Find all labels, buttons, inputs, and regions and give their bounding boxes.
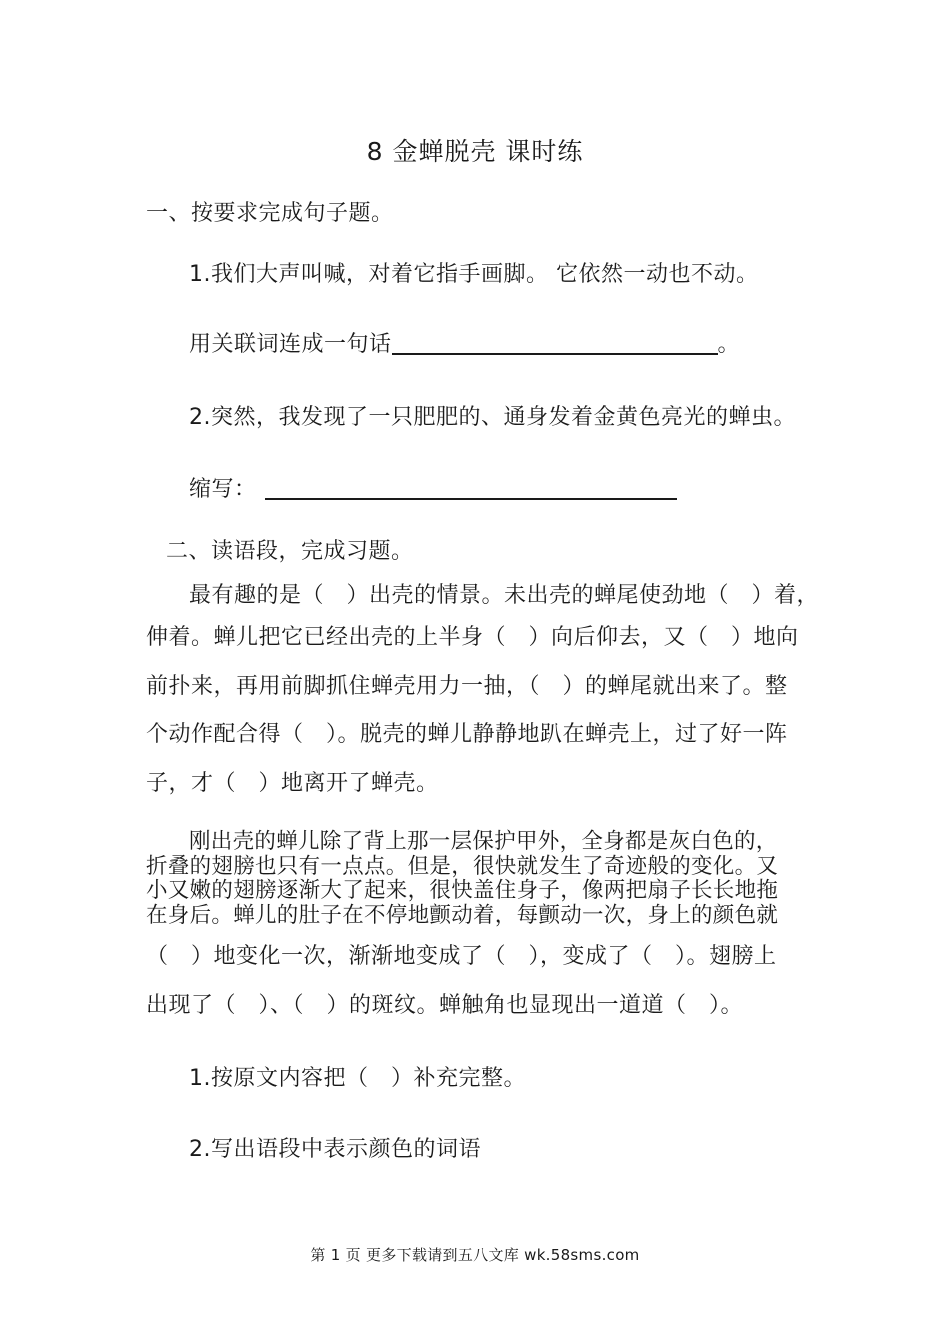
section1-heading: 一、按要求完成句子题。 [146,201,394,226]
paragraph2-line: 在身后。蝉儿的肚子在不停地颤动着，每颤动一次，身上的颜色就 [146,903,779,928]
paragraph2-line: 小又嫩的翅膀逐渐大了起来，很快盖住身子，像两把扇子长长地拖 [146,878,779,903]
question-2-2: 2.写出语段中表示颜色的词语 [189,1137,481,1162]
question-2-1: 1.按原文内容把（ ）补充完整。 [189,1066,526,1091]
paragraph1-line: 个动作配合得（ ）。脱壳的蝉儿静静地趴在蝉壳上，过了好一阵 [146,722,788,747]
question-1-2-answer-line [189,472,677,503]
paragraph2-line: 出现了（ ）、（ ）的斑纹。蝉触角也显现出一道道（ ）。 [146,993,744,1018]
question-1-1: 1.我们大声叫喊，对着它指手画脚。 它依然一动也不动。 [189,262,759,287]
prompt-text: 缩写： [189,477,257,502]
page-title: 8 金蝉脱壳 课时练 [366,137,584,166]
section2-heading: 二、读语段，完成习题。 [166,539,414,564]
question-1-2: 2.突然，我发现了一只肥肥的、通身发着金黄色亮光的蝉虫。 [189,405,796,430]
answer-blank[interactable] [392,329,718,355]
question-1-1-answer-line [189,327,740,358]
paragraph1-line: 子，才（ ）地离开了蝉壳。 [146,771,439,796]
answer-blank[interactable] [265,474,677,500]
paragraph2-line: 折叠的翅膀也只有一点点。但是，很快就发生了奇迹般的变化。又 [146,854,779,879]
paragraph1-line: 伸着。蝉儿把它已经出壳的上半身（ ）向后仰去，又（ ）地向 [146,625,799,650]
paragraph2-line: 刚出壳的蝉儿除了背上那一层保护甲外，全身都是灰白色的， [189,829,778,854]
paragraph1-line: 前扑来，再用前脚抓住蝉壳用力一抽，（ ）的蝉尾就出来了。整 [146,674,788,699]
paragraph2-line: （ ）地变化一次，渐渐地变成了（ ），变成了（ ）。翅膀上 [146,944,777,969]
page-footer: 第 1 页 更多下载请到五八文库 wk.58sms.com [310,1246,640,1264]
prompt-text: 用关联词连成一句话 [189,332,392,357]
paragraph1-line: 最有趣的是（ ）出壳的情景。未出壳的蝉尾使劲地（ ）着， [189,583,820,608]
period-text: 。 [717,332,741,357]
